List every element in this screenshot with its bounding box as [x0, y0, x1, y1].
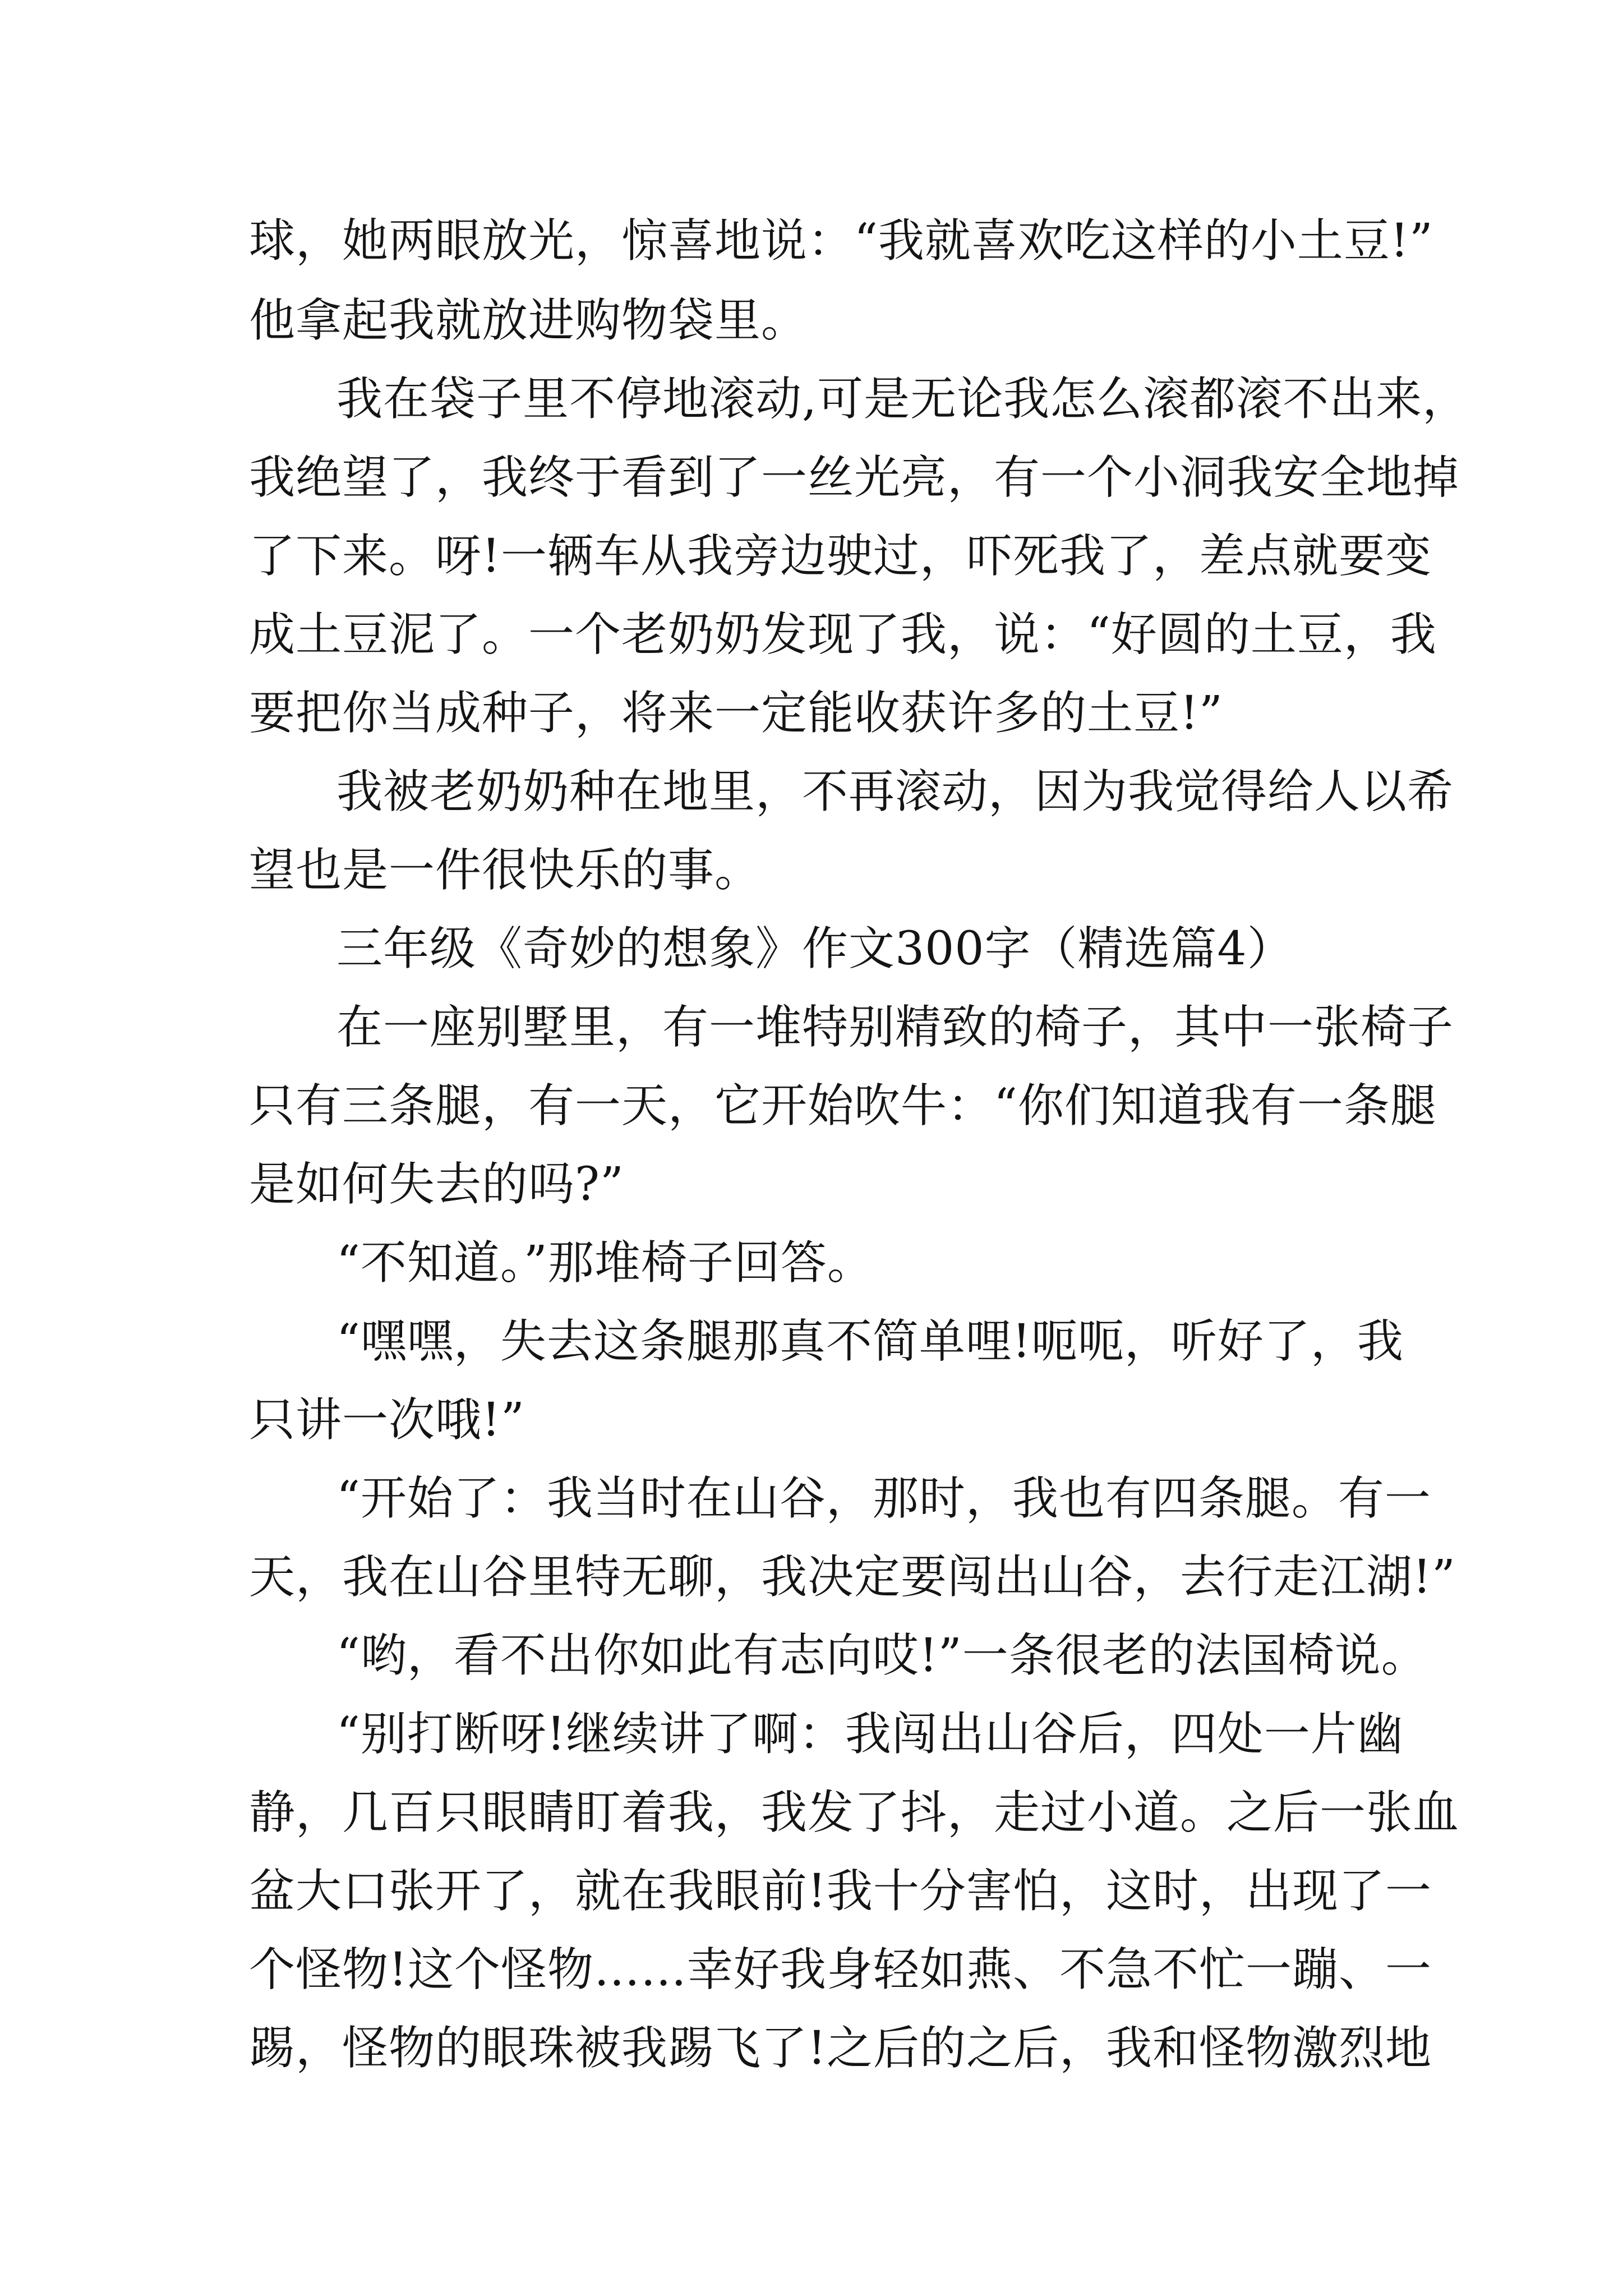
text-line: 盆大口张开了，就在我眼前!我十分害怕，这时，出现了一: [249, 1865, 1432, 1918]
paragraph-start-line: “开始了：我当时在山谷，那时，我也有四条腿。有一: [336, 1472, 1431, 1525]
paragraph-start-line: “哟，看不出你如此有志向哎!”一条很老的法国椅说。: [336, 1629, 1428, 1682]
paragraph-start-line: 我在袋子里不停地滚动,可是无论我怎么滚都滚不出来，: [336, 372, 1469, 426]
text-line: 个怪物!这个怪物……幸好我身轻如燕、不急不忙一蹦、一: [249, 1943, 1432, 1996]
text-line: 只讲一次哦!”: [249, 1393, 525, 1447]
paragraph-start-line: “别打断呀!继续讲了啊：我闯出山谷后，四处一片幽: [336, 1708, 1404, 1761]
text-line: 成土豆泥了。一个老奶奶发现了我，说：“好圆的土豆，我: [249, 608, 1437, 661]
text-line: 球，她两眼放光，惊喜地说：“我就喜欢吃这样的小土豆!”: [249, 214, 1433, 268]
text-line: 踢，怪物的眼珠被我踢飞了!之后的之后，我和怪物激烈地: [249, 2022, 1432, 2075]
section-heading: 三年级《奇妙的想象》作文300字（精选篇4）: [336, 922, 1294, 976]
text-line: 了下来。呀!一辆车从我旁边驶过，吓死我了，差点就要变: [249, 530, 1432, 583]
text-line: 静，几百只眼睛盯着我，我发了抖，走过小道。之后一张血: [249, 1786, 1460, 1839]
text-line: 要把你当成种子，将来一定能收获许多的土豆!”: [249, 687, 1223, 740]
text-line: 我绝望了，我终于看到了一丝光亮，有一个小洞我安全地掉: [249, 451, 1460, 504]
text-line: 天，我在山谷里特无聊，我决定要闯出山谷，去行走江湖!”: [249, 1550, 1456, 1604]
paragraph-start-line: “不知道。”那堆椅子回答。: [336, 1236, 874, 1290]
text-line: 是如何失去的吗?”: [249, 1158, 624, 1211]
text-line: 他拿起我就放进购物袋里。: [249, 294, 808, 347]
paragraph-start-line: “嘿嘿，失去这条腿那真不简单哩!呃呃，听好了，我: [336, 1315, 1404, 1368]
paragraph-start-line: 我被老奶奶种在地里，不再滚动，因为我觉得给人以希: [336, 765, 1454, 818]
text-line: 只有三条腿，有一天，它开始吹牛：“你们知道我有一条腿: [249, 1079, 1437, 1133]
paragraph-start-line: 在一座别墅里，有一堆特别精致的椅子，其中一张椅子: [336, 1001, 1454, 1054]
text-line: 望也是一件很快乐的事。: [249, 844, 762, 897]
